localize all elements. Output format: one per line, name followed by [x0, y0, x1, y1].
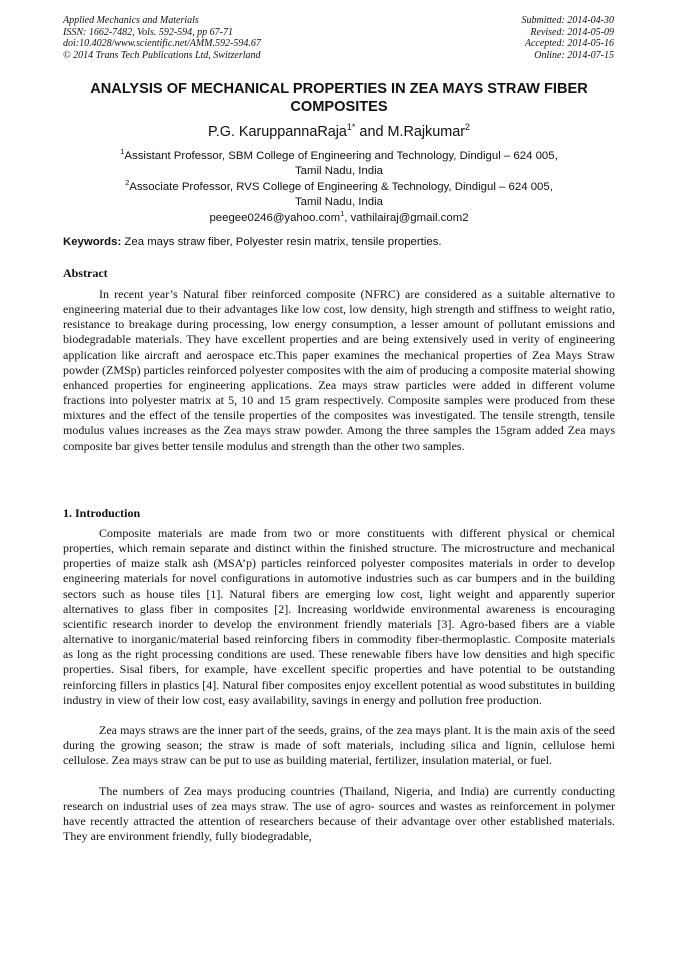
email-2: , vathilairaj@gmail.com2	[344, 211, 469, 224]
affiliations	[60, 149, 618, 226]
affiliation-2-marker: 2	[125, 178, 130, 188]
affiliation-1-line-1	[60, 149, 618, 164]
author-2-marker: 2	[465, 122, 471, 133]
submission-dates-header	[414, 15, 614, 61]
introduction-heading: 1. Introduction	[63, 506, 141, 520]
keywords-label: Keywords:	[63, 236, 122, 248]
affiliation-1-text: Assistant Professor, SBM College of Engineering and Technology, Dindigul – 624 005,	[124, 150, 558, 162]
journal-info-header	[63, 15, 363, 61]
abstract-paragraph: In recent year’s Natural fiber reinforced composite (NFRC) are considered as a suitable alternative to engineering material due to their advantages like low cost, low density, high strength and stiffness to weight ratio, resistance to breakage during processing, low energy consumption, a lesser amount of pollutant emissions and biodegradable materials. They have excellent properties and are being extensively used in verity of engineering application like aircraft and aerospace etc.This paper examines the mechanical properties of Zea Mays Straw powder (ZMSp) particles reinforced polyester composites with the aim of producing a composite material showing enhanced properties for engineering applications. Zea mays straw particles were added in different volume fractions into polyester matrix at 5, 10 and 15 gram respectively. Composite samples were produced from these mixtures and the effect of the tensile properties of the composites was investigated. The tensile strength, tensile modulus values increases as the Zea mays straw powder. Among the three samples the 15gram added Zea mays composite bar gives better tensile modulus and strength than the other two samples.	[63, 287, 615, 453]
introduction-body	[63, 526, 615, 844]
author-joiner: and	[355, 124, 388, 140]
paper-title-line-2: COMPOSITES	[290, 99, 388, 115]
author-1-name: P.G. KaruppannaRaja	[207, 124, 347, 140]
journal-name: Applied Mechanics and Materials	[63, 15, 199, 26]
paper-title	[60, 80, 618, 116]
date-online: Online: 2014-07-15	[534, 49, 614, 61]
author-list	[60, 123, 618, 141]
affiliation-2-text: Associate Professor, RVS College of Engineering & Technology, Dindigul – 624 005,	[129, 180, 553, 193]
paper-title-line-1: ANALYSIS OF MECHANICAL PROPERTIES IN ZEA MAYS STRAW FIBER	[90, 81, 588, 97]
affiliation-2-line-2: Tamil Nadu, India	[294, 196, 383, 209]
email-1-marker: 1	[340, 208, 345, 218]
date-submitted: Submitted: 2014-04-30	[521, 15, 614, 26]
email-line	[60, 208, 618, 226]
introduction-paragraph-2: Zea mays straws are the inner part of the seeds, grains, of the zea mays plant. It is the main axis of the seed during the growing season; the straw is made of soft materials, including silica and lignin, cellulose hemi cellulose. Zea mays straw can be put to use as building material, fertilizer, insulation material, or fuel.	[63, 723, 615, 768]
introduction-paragraph-3: The numbers of Zea mays producing countries (Thailand, Nigeria, and India) are currently conducting research on industrial uses of zea mays straw. The use of agro- sources and wastes as reinforcement in polymer have recently attracted the attention of researchers because of their advantage over other established materials. They are environment friendly, fully biodegradable,	[63, 783, 615, 844]
author-2-name: M.Rajkumar	[387, 124, 466, 140]
date-revised: Revised: 2014-05-09	[530, 26, 614, 38]
affiliation-1-line-2: Tamil Nadu, India	[294, 165, 383, 178]
keywords	[63, 235, 615, 250]
affiliation-1-marker: 1	[120, 147, 125, 157]
email-1: peegee0246@yahoo.com	[209, 211, 341, 224]
journal-copyright: © 2014 Trans Tech Publications Ltd, Switzerland	[63, 49, 261, 61]
journal-doi: doi:10.4028/www.scientific.net/AMM.592-594.67	[63, 38, 261, 49]
author-1-marker: 1*	[346, 122, 356, 133]
journal-issn: ISSN: 1662-7482, Vols. 592-594, pp 67-71	[63, 26, 233, 38]
affiliation-2-line-1	[60, 180, 618, 195]
date-accepted: Accepted: 2014-05-16	[524, 38, 614, 49]
abstract-heading: Abstract	[63, 266, 108, 280]
keywords-text: Zea mays straw fiber, Polyester resin matrix, tensile properties.	[121, 236, 442, 248]
introduction-paragraph-1: Composite materials are made from two or more constituents with different physical or chemical properties, which remain separate and distinct within the finished structure. The microstructure and mechanical properties of maize stalk ash (MSA’p) particles reinforced polyester composites materials in order to develop engineering materials for novel configurations in automotive industries such as car bumpers and in the building sectors such as house tiles [1]. Natural fibers are emerging low cost, light weight and apparently superior alternatives to glass fiber in composites [2]. Increasing worldwide environmental awareness is encouraging scientific research inorder to develop the environment friendly materials [3]. Agro-based fibers are a viable alternative to inorganic/material based reinforcing fibers in commodity fiber-thermoplastic. Composite materials as long as the right processing conditions are used. These renewable fibers have low densities and high specific properties. Sisal fibers, for example, have excellent specific properties and have potential to be outstanding reinforcing fillers in plastics [4]. Natural fiber composites enjoy excellent potential as wood substitutes in building industry in view of their low cost, easy availability, savings in energy and pollution free production.	[63, 526, 615, 707]
abstract-body	[63, 287, 615, 454]
